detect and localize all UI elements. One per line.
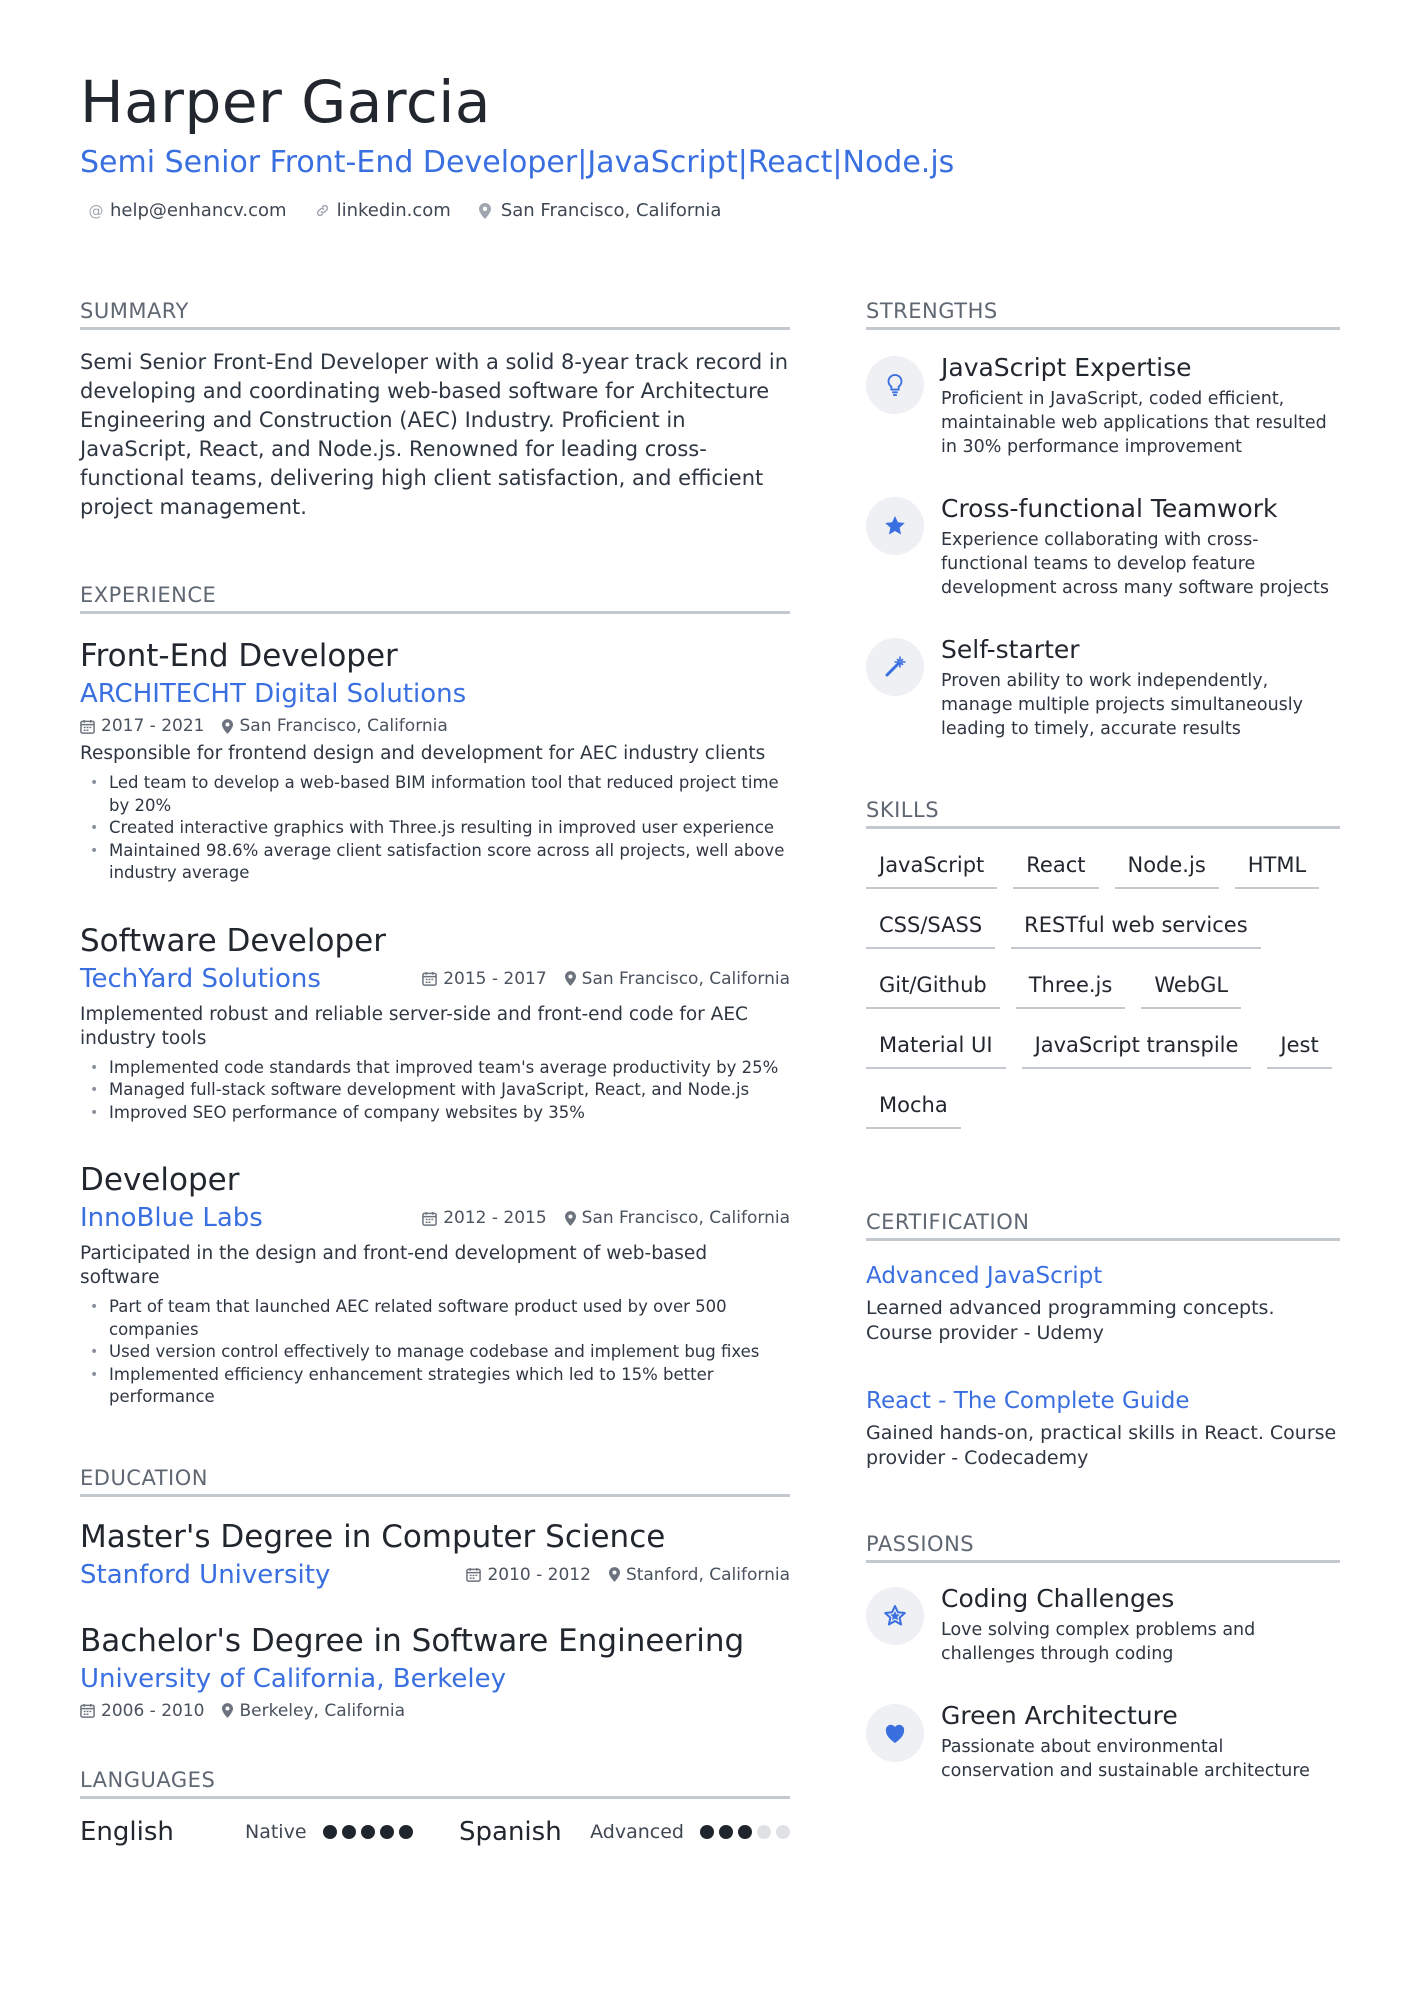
language-name: English xyxy=(80,1816,174,1847)
list-item: • Implemented efficiency enhancement strategies which led to 15% better performance xyxy=(80,1364,790,1409)
experience-item xyxy=(80,921,790,1125)
strength-title: Self-starter xyxy=(941,635,1080,664)
education-location xyxy=(609,1565,790,1585)
rating-dot-empty xyxy=(776,1825,790,1839)
language-rating xyxy=(323,1825,413,1839)
job-dates xyxy=(422,969,546,989)
skill-tag: WebGL xyxy=(1141,967,1241,1009)
list-item: • Used version control effectively to manage codebase and implement bug fixes xyxy=(80,1341,790,1364)
passion-item xyxy=(866,1583,1340,1666)
job-meta xyxy=(422,969,790,989)
language-name: Spanish xyxy=(459,1816,562,1847)
location-text: San Francisco, California xyxy=(500,200,722,221)
location-pin-icon xyxy=(479,203,495,219)
passion-title: Green Architecture xyxy=(941,1701,1178,1730)
contact-linkedin[interactable] xyxy=(315,200,451,221)
education-dates xyxy=(466,1565,590,1585)
job-location xyxy=(565,1208,790,1228)
degree-title: Bachelor's Degree in Software Engineering xyxy=(80,1622,745,1659)
job-description: Participated in the design and front-end development of web-based software xyxy=(80,1243,708,1288)
rating-dot-filled xyxy=(719,1825,733,1839)
education-dates xyxy=(80,1701,204,1721)
rating-dot-filled xyxy=(342,1825,356,1839)
skills-heading: SKILLS xyxy=(866,797,1340,829)
location-pin-icon xyxy=(565,1211,576,1226)
strength-body xyxy=(941,493,1340,600)
certification-heading: CERTIFICATION xyxy=(866,1209,1340,1241)
candidate-title: Semi Senior Front-End Developer|JavaScript|React|Node.js xyxy=(80,145,955,180)
certification-title: Advanced JavaScript xyxy=(866,1263,1103,1289)
school-name: University of California, Berkeley xyxy=(80,1663,506,1694)
dates-text: 2006 - 2010 xyxy=(101,1700,205,1721)
dates-text: 2012 - 2015 xyxy=(443,1208,547,1228)
calendar-icon xyxy=(80,1703,95,1718)
strength-body xyxy=(941,352,1340,459)
school-row xyxy=(80,1557,790,1593)
experience-item xyxy=(80,1160,790,1409)
strength-body xyxy=(941,634,1340,741)
skill-tag: Mocha xyxy=(866,1087,961,1129)
rating-dot-filled xyxy=(361,1825,375,1839)
passion-body xyxy=(941,1583,1340,1666)
summary-text: Semi Senior Front-End Developer with a solid 8-year track record in developing and coordinating web-based software for Architecture Engineering and Construction (AEC) Industry. Proficient in JavaScript, React, and Node.js. Renowned for leading cross-functional teams, delivering high client satisfaction, and efficient project management. xyxy=(80,350,789,519)
certification-description: Learned advanced programming concepts. Course provider - Udemy xyxy=(866,1297,1275,1344)
strength-description: Proficient in JavaScript, coded efficient, maintainable web applications that resulted in 30% performance improvement xyxy=(941,389,1327,457)
skill-tag: Material UI xyxy=(866,1027,1006,1069)
rating-dot-filled xyxy=(700,1825,714,1839)
star-outline-icon xyxy=(866,1587,924,1645)
job-bullets xyxy=(80,772,790,885)
education-meta xyxy=(466,1565,790,1585)
company-row xyxy=(80,1200,790,1236)
language-item xyxy=(459,1817,790,1847)
skill-tag: Node.js xyxy=(1115,847,1219,889)
rating-dot-empty xyxy=(757,1825,771,1839)
list-item: • Led team to develop a web-based BIM information tool that reduced project time by 20% xyxy=(80,772,790,817)
job-dates xyxy=(80,716,204,736)
list-item: • Part of team that launched AEC related software product used by over 500 companies xyxy=(80,1296,790,1341)
strength-description: Experience collaborating with cross-functional teams to develop feature development across many software projects xyxy=(941,530,1330,598)
job-title: Front-End Developer xyxy=(80,638,398,674)
education-location xyxy=(222,1701,405,1721)
company-name: InnoBlue Labs xyxy=(80,1203,263,1233)
skill-tag: JavaScript xyxy=(866,847,997,889)
languages-heading: LANGUAGES xyxy=(80,1767,790,1799)
resume-header xyxy=(80,64,1330,221)
contact-location xyxy=(479,200,722,221)
company-name: ARCHITECHT Digital Solutions xyxy=(80,679,467,709)
language-item xyxy=(80,1817,459,1847)
strength-title: JavaScript Expertise xyxy=(941,353,1192,382)
job-meta xyxy=(80,716,790,736)
calendar-icon xyxy=(422,1211,437,1226)
job-title: Software Developer xyxy=(80,922,386,959)
dates-text: 2010 - 2012 xyxy=(487,1564,591,1585)
passion-title: Coding Challenges xyxy=(941,1584,1175,1613)
rating-dot-filled xyxy=(738,1825,752,1839)
heart-icon xyxy=(866,1704,924,1762)
passions-heading: PASSIONS xyxy=(866,1531,1340,1563)
rating-dot-filled xyxy=(323,1825,337,1839)
right-column xyxy=(866,298,1340,1817)
strengths-heading: STRENGTHS xyxy=(866,298,1340,330)
skill-tag: HTML xyxy=(1235,847,1319,889)
experience-heading: EXPERIENCE xyxy=(80,582,790,614)
calendar-icon xyxy=(466,1567,481,1582)
skill-tag: CSS/SASS xyxy=(866,907,995,949)
certification-description: Gained hands-on, practical skills in React. Course provider - Codecademy xyxy=(866,1422,1337,1469)
education-meta xyxy=(80,1701,790,1721)
education-heading: EDUCATION xyxy=(80,1465,790,1497)
certification-item xyxy=(866,1261,1340,1346)
job-description: Implemented robust and reliable server-side and front-end code for AEC industry tools xyxy=(80,1003,748,1049)
link-icon xyxy=(315,203,331,218)
skill-tag: Jest xyxy=(1267,1027,1331,1069)
strength-item xyxy=(866,634,1340,741)
skill-tag: Three.js xyxy=(1016,967,1126,1009)
rating-dot-filled xyxy=(380,1825,394,1839)
job-location xyxy=(565,969,790,989)
contact-row xyxy=(80,200,1330,221)
list-item: • Maintained 98.6% average client satisfaction score across all projects, well above industry average xyxy=(80,840,790,885)
list-item: • Managed full-stack software development with JavaScript, React, and Node.js xyxy=(80,1079,790,1102)
job-bullets xyxy=(80,1057,790,1125)
education-item xyxy=(80,1621,790,1721)
star-icon xyxy=(866,497,924,555)
list-item: • Created interactive graphics with Three.js resulting in improved user experience xyxy=(80,817,790,840)
job-title: Developer xyxy=(80,1162,240,1198)
candidate-name: Harper Garcia xyxy=(80,68,491,136)
list-item: • Implemented code standards that improved team's average productivity by 25% xyxy=(80,1057,790,1080)
location-text: San Francisco, California xyxy=(581,968,790,989)
skill-tag: RESTful web services xyxy=(1011,907,1261,949)
linkedin-text: linkedin.com xyxy=(336,200,451,221)
skill-tag: React xyxy=(1013,847,1098,889)
lightbulb-icon xyxy=(866,356,924,414)
strength-description: Proven ability to work independently, manage multiple projects simultaneously leading to timely, accurate results xyxy=(941,671,1304,739)
dates-text: 2015 - 2017 xyxy=(443,968,547,989)
language-level: Advanced xyxy=(590,1820,684,1843)
dates-text: 2017 - 2021 xyxy=(101,716,205,736)
left-column xyxy=(80,298,790,1847)
summary-heading: SUMMARY xyxy=(80,298,790,330)
skills-list xyxy=(866,847,1340,1129)
calendar-icon xyxy=(422,971,437,986)
language-level: Native xyxy=(245,1820,307,1843)
certification-item xyxy=(866,1386,1340,1471)
language-rating xyxy=(700,1825,790,1839)
education-item xyxy=(80,1517,790,1593)
location-pin-icon xyxy=(222,1703,233,1718)
passion-body xyxy=(941,1700,1340,1783)
company-name: TechYard Solutions xyxy=(80,963,321,994)
degree-title: Master's Degree in Computer Science xyxy=(80,1518,666,1555)
job-dates xyxy=(422,1208,546,1228)
location-pin-icon xyxy=(222,719,233,734)
job-location xyxy=(222,716,447,736)
strength-item xyxy=(866,493,1340,600)
strength-title: Cross-functional Teamwork xyxy=(941,494,1278,523)
location-text: San Francisco, California xyxy=(581,1208,790,1228)
location-text: San Francisco, California xyxy=(239,716,448,736)
location-text: Stanford, California xyxy=(625,1564,790,1585)
school-name: Stanford University xyxy=(80,1559,331,1590)
at-icon: @ xyxy=(88,201,104,220)
job-bullets xyxy=(80,1296,790,1409)
passion-item xyxy=(866,1700,1340,1783)
passion-description: Love solving complex problems and challenges through coding xyxy=(941,1620,1256,1664)
location-text: Berkeley, California xyxy=(239,1700,406,1721)
languages-list xyxy=(80,1817,790,1847)
job-description: Responsible for frontend design and development for AEC industry clients xyxy=(80,743,766,764)
rating-dot-filled xyxy=(399,1825,413,1839)
certification-title: React - The Complete Guide xyxy=(866,1388,1190,1414)
calendar-icon xyxy=(80,719,95,734)
location-pin-icon xyxy=(609,1567,620,1582)
company-row xyxy=(80,961,790,997)
contact-email[interactable] xyxy=(88,200,287,221)
strength-item xyxy=(866,352,1340,459)
list-item: • Improved SEO performance of company websites by 35% xyxy=(80,1102,790,1125)
skill-tag: Git/Github xyxy=(866,967,1000,1009)
magic-wand-icon xyxy=(866,638,924,696)
passion-description: Passionate about environmental conservation and sustainable architecture xyxy=(941,1737,1310,1781)
experience-item xyxy=(80,636,790,885)
skill-tag: JavaScript transpile xyxy=(1022,1027,1252,1069)
location-pin-icon xyxy=(565,971,576,986)
email-text: help@enhancv.com xyxy=(110,200,287,221)
job-meta xyxy=(422,1208,790,1228)
